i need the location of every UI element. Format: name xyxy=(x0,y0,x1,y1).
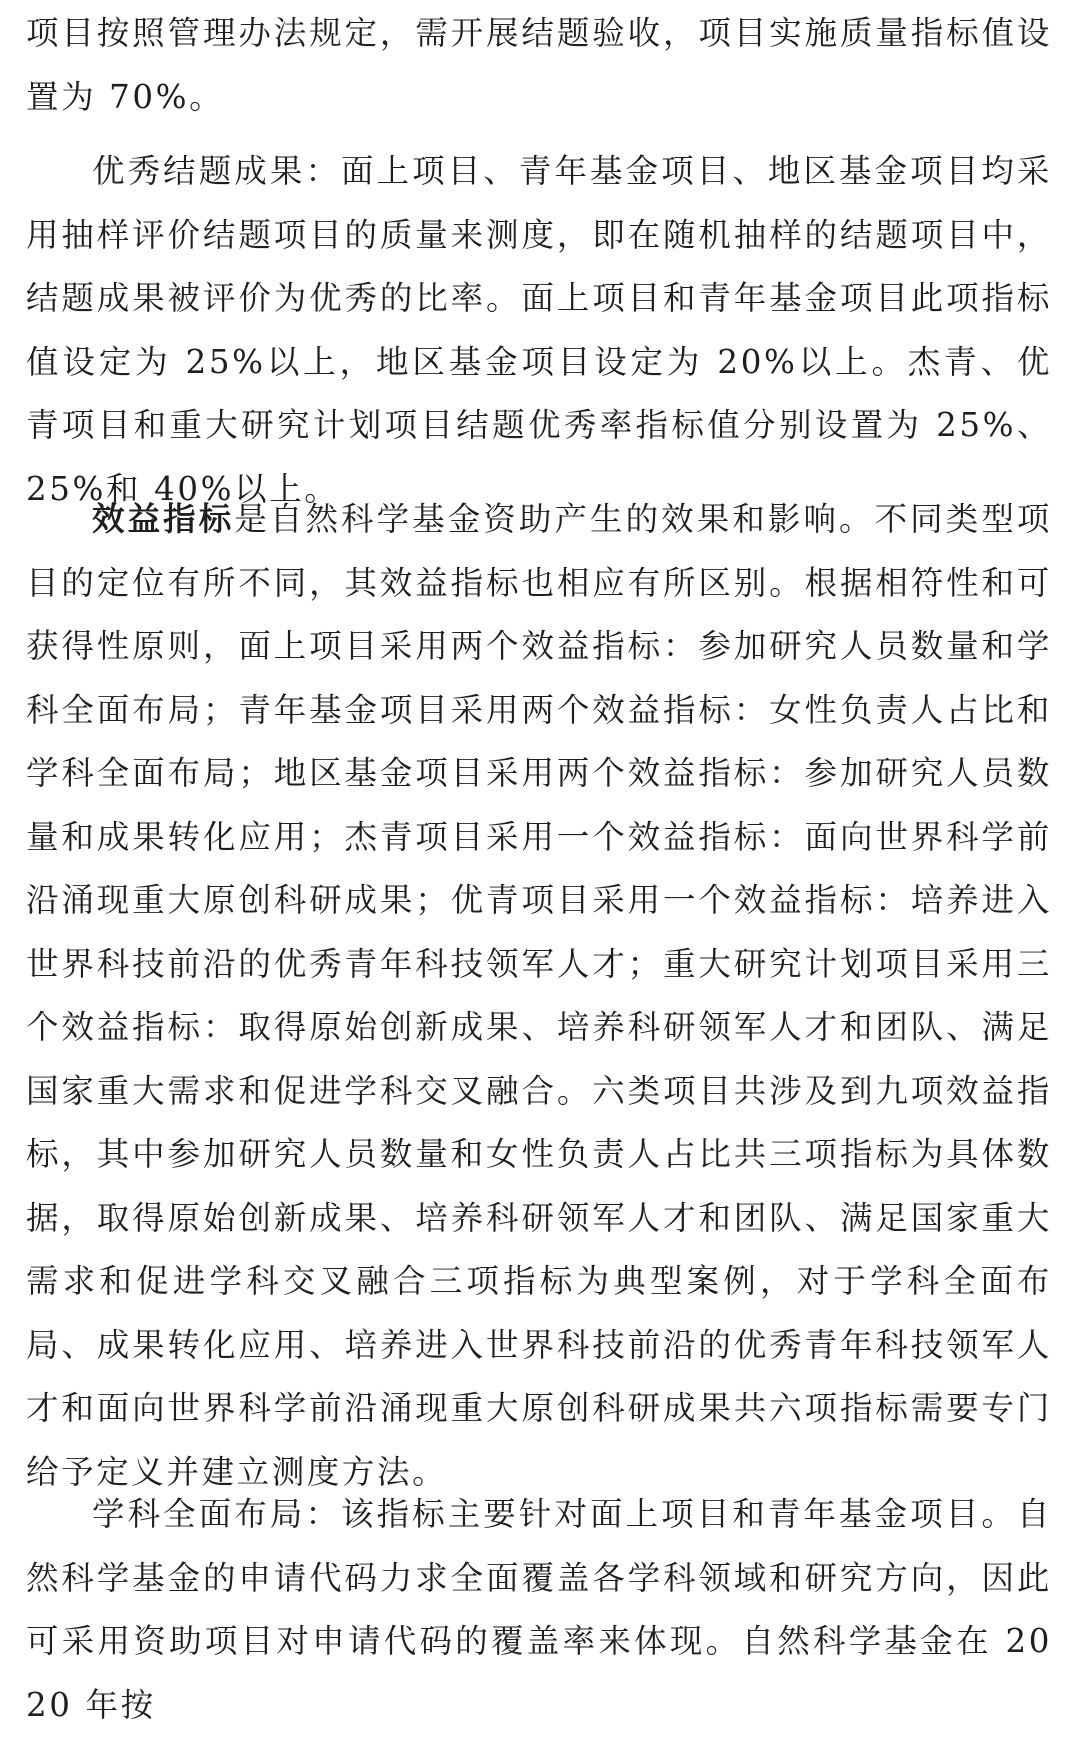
paragraph-1-text: 项目按照管理办法规定，需开展结题验收，项目实施质量指标值设置为 70%。 xyxy=(26,14,1052,116)
paragraph-2 xyxy=(26,140,1052,521)
paragraph-1 xyxy=(26,2,1052,129)
paragraph-4-text: 学科全面布局：该指标主要针对面上项目和青年基金项目。自然科学基金的申请代码力求全面覆盖各学科领域和研究方向，因此可采用资助项目对申请代码的覆盖率来体现。自然科学基金在 2020 年按 xyxy=(26,1495,1052,1724)
paragraph-3-text: 是自然科学基金资助产生的效果和影响。不同类型项目的定位有所不同，其效益指标也相应有所区别。根据相符性和可获得性原则，面上项目采用两个效益指标：参加研究人员数量和学科全面布局；青年基金项目采用两个效益指标：女性负责人占比和学科全面布局；地区基金项目采用两个效益指标：参加研究人员数量和成果转化应用；杰青项目采用一个效益指标：面向世界科学前沿涌现重大原创科研成果；优青项目采用一个效益指标：培养进入世界科技前沿的优秀青年科技领军人才；重大研究计划项目采用三个效益指标：取得原始创新成果、培养科研领军人才和团队、满足国家重大需求和促进学科交叉融合。六类项目共涉及到九项效益指标，其中参加研究人员数量和女性负责人占比共三项指标为具体数据，取得原始创新成果、培养科研领军人才和团队、满足国家重大需求和促进学科交叉融合三项指标为典型案例，对于学科全面布局、成果转化应用、培养进入世界科技前沿的优秀青年科技领军人才和面向世界科学前沿涌现重大原创科研成果共六项指标需要专门给予定义并建立测度方法。 xyxy=(26,500,1052,1491)
paragraph-4-block xyxy=(26,1483,1052,1737)
paragraph-2-text: 优秀结题成果：面上项目、青年基金项目、地区基金项目均采用抽样评价结题项目的质量来测度，即在随机抽样的结题项目中，结题成果被评价为优秀的比率。面上项目和青年基金项目此项指标值设定为 25%以上，地区基金项目设定为 20%以上。杰青、优青项目和重大研究计划项目结题优秀率指标值分别设置为 25%、25%和 40%以上。 xyxy=(26,152,1052,508)
paragraph-2-block xyxy=(26,140,1052,521)
effect-indicator-term: 效益指标 xyxy=(92,499,235,538)
paragraph-4 xyxy=(26,1483,1052,1737)
paragraph-3 xyxy=(26,487,1052,1504)
paragraph-1-block xyxy=(26,2,1052,129)
paragraph-3-block xyxy=(26,487,1052,1504)
